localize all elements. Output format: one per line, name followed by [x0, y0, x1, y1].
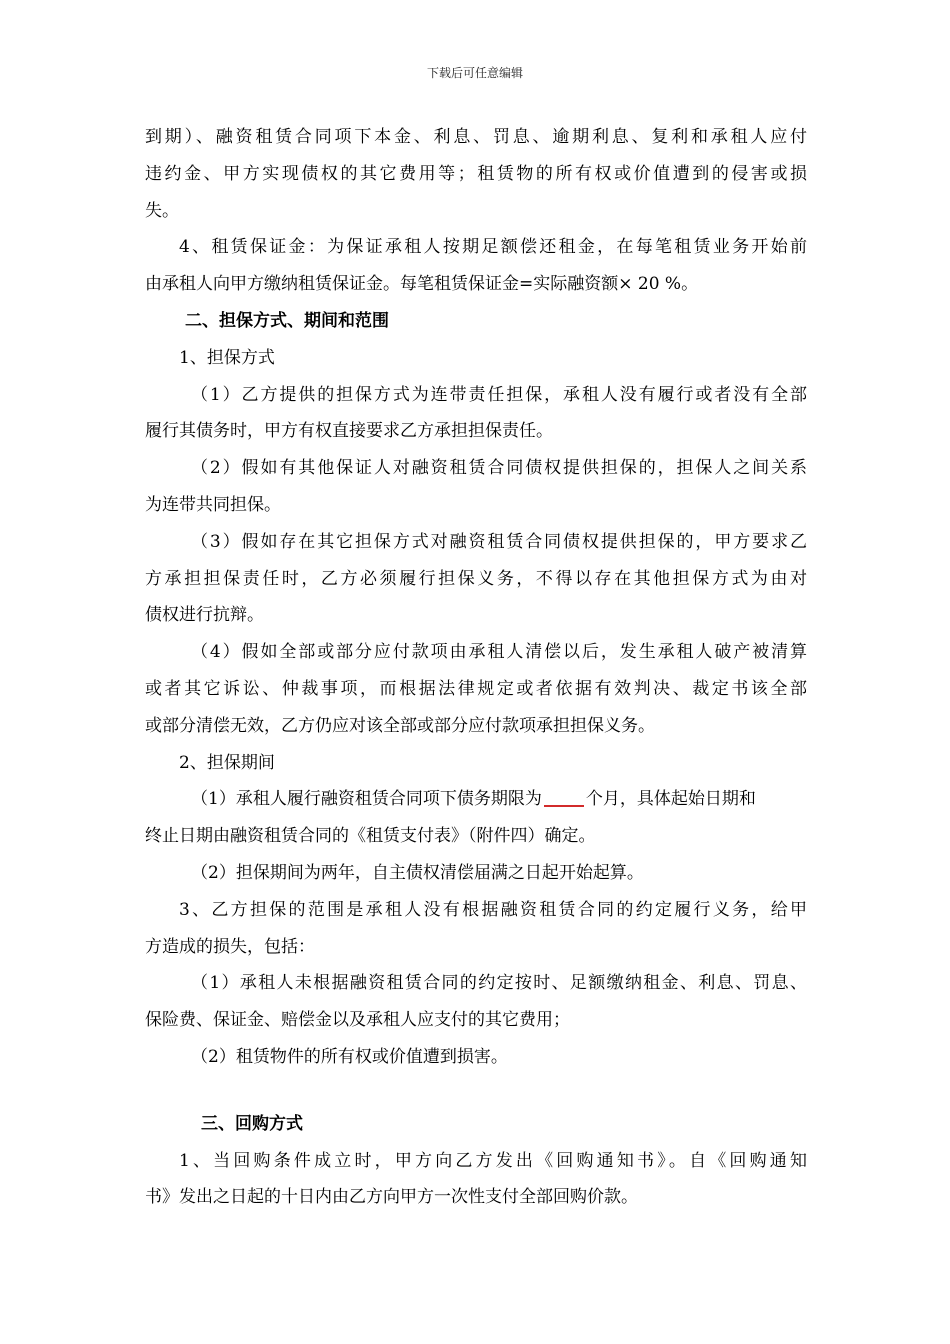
paragraph-line: （3）假如存在其它担保方式对融资租赁合同债权提供担保的，甲方要求乙	[191, 531, 807, 552]
paragraph-line: 方承担担保责任时，乙方必须履行担保义务，不得以存在其他担保方式为由对	[145, 568, 807, 589]
paragraph-line: 方造成的损失，包括：	[145, 936, 315, 957]
subsection-heading: 2、担保期间	[179, 752, 275, 773]
paragraph-line: 4、租赁保证金：为保证承租人按期足额偿还租金，在每笔租赁业务开始前	[179, 237, 807, 258]
paragraph-line: 终止日期由融资租赁合同的《租赁支付表》（附件四）确定。	[145, 826, 596, 847]
paragraph-line: 债权进行抗辩。	[145, 605, 264, 626]
paragraph-line: （2）假如有其他保证人对融资租赁合同债权提供担保的，担保人之间关系	[191, 458, 807, 479]
text-fragment: （1）承租人履行融资租赁合同项下债务期限为	[191, 789, 542, 810]
paragraph-line: 书》发出之日起的十日内由乙方向甲方一次性支付全部回购价款。	[145, 1187, 638, 1208]
section-heading: 二、担保方式、期间和范围	[185, 310, 389, 331]
paragraph-line: 违约金、甲方实现债权的其它费用等；租赁物的所有权或价值遭到的侵害或损	[145, 163, 807, 184]
paragraph-line: （1）乙方提供的担保方式为连带责任担保，承租人没有履行或者没有全部	[191, 384, 807, 405]
paragraph-line: 为连带共同担保。	[145, 494, 281, 515]
subsection-heading: 1、担保方式	[179, 347, 275, 368]
fill-in-blank[interactable]	[544, 788, 584, 807]
spacer	[145, 1076, 807, 1106]
paragraph-line: 履行其债务时，甲方有权直接要求乙方承担担保责任。	[145, 421, 553, 442]
paragraph-line: 或部分清偿无效，乙方仍应对该全部或部分应付款项承担担保义务。	[145, 715, 655, 736]
paragraph-line: （2）租赁物件的所有权或价值遭到损害。	[191, 1046, 508, 1067]
paragraph-line: 或者其它诉讼、仲裁事项，而根据法律规定或者依据有效判决、裁定书该全部	[145, 678, 807, 699]
text-fragment: 个月，具体起始日期和	[585, 789, 756, 810]
paragraph-line: 失。	[145, 200, 179, 221]
paragraph-line: 1、当回购条件成立时，甲方向乙方发出《回购通知书》。自《回购通知	[179, 1150, 807, 1171]
paragraph-line: （2）担保期间为两年，自主债权清偿届满之日起开始起算。	[191, 862, 644, 883]
page-header: 下载后可任意编辑	[426, 66, 523, 80]
section-heading: 三、回购方式	[201, 1113, 303, 1134]
paragraph-line: （4）假如全部或部分应付款项由承租人清偿以后，发生承租人破产被清算	[191, 642, 807, 663]
document-body	[145, 119, 807, 1216]
paragraph-line: 保险费、保证金、赔偿金以及承租人应支付的其它费用；	[145, 1010, 570, 1031]
paragraph-line: 由承租人向甲方缴纳租赁保证金。每笔租赁保证金=实际融资额× 20 %。	[145, 274, 699, 295]
paragraph-line: （1）承租人未根据融资租赁合同的约定按时、足额缴纳租金、利息、罚息、	[191, 973, 807, 994]
paragraph-line: 3、乙方担保的范围是承租人没有根据融资租赁合同的约定履行义务，给甲	[179, 899, 807, 920]
paragraph-line	[145, 781, 807, 818]
paragraph-line: 到期）、融资租赁合同项下本金、利息、罚息、逾期利息、复利和承租人应付	[145, 127, 807, 147]
